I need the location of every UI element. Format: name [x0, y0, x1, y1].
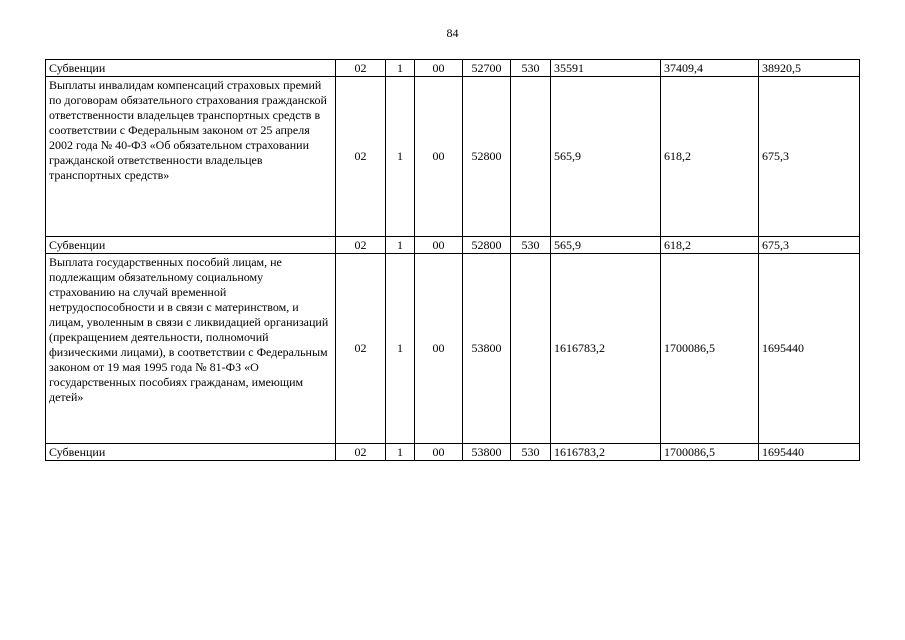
amount-cell: 1616783,2: [551, 444, 661, 461]
row-name: Выплаты инвалидам компенсаций страховых премий по договорам обязательного страхования гражданской ответственности владельцев транспортных средств в соответствии с Федеральным законом от 25 апреля 2002 года № 40-ФЗ «Об обязательном страховании гражданской ответственности владельцев транспортных средств»: [46, 77, 336, 237]
row-name: Субвенции: [46, 60, 336, 77]
code-cell: 02: [336, 254, 386, 444]
amount-cell: 618,2: [661, 237, 759, 254]
table-row: [46, 254, 860, 444]
amount-cell: 1700086,5: [661, 444, 759, 461]
code-cell: 1: [386, 444, 415, 461]
code-cell: 00: [415, 254, 463, 444]
code-cell: 530: [511, 60, 551, 77]
code-cell: 1: [386, 237, 415, 254]
code-cell: 530: [511, 444, 551, 461]
code-cell: 53800: [463, 444, 511, 461]
budget-table: [45, 59, 860, 461]
code-cell: 1: [386, 77, 415, 237]
code-cell: 02: [336, 77, 386, 237]
code-cell: 02: [336, 444, 386, 461]
page-number: 84: [446, 26, 459, 40]
row-name: Субвенции: [46, 237, 336, 254]
amount-cell: 37409,4: [661, 60, 759, 77]
amount-cell: 35591: [551, 60, 661, 77]
row-name: Субвенции: [46, 444, 336, 461]
code-cell: 00: [415, 77, 463, 237]
code-cell: 00: [415, 60, 463, 77]
code-cell: 1: [386, 60, 415, 77]
code-cell: 00: [415, 444, 463, 461]
amount-cell: 675,3: [759, 77, 860, 237]
amount-cell: 675,3: [759, 237, 860, 254]
code-cell: 52700: [463, 60, 511, 77]
row-name: Выплата государственных пособий лицам, не подлежащим обязательному социальному страхованию на случай временной нетрудоспособности и в связи с материнством, и лицам, уволенным в связи с ликвидацией организаций (прекращением деятельности, полномочий физическими лицами), в соответствии с Федеральным законом от 19 мая 1995 года № 81-ФЗ «О государственных пособиях гражданам, имеющим детей»: [46, 254, 336, 444]
amount-cell: 1695440: [759, 444, 860, 461]
code-cell: [511, 77, 551, 237]
code-cell: [511, 254, 551, 444]
code-cell: 02: [336, 237, 386, 254]
code-cell: 52800: [463, 77, 511, 237]
code-cell: 1: [386, 254, 415, 444]
code-cell: 00: [415, 237, 463, 254]
amount-cell: 565,9: [551, 237, 661, 254]
table-row: [46, 77, 860, 237]
amount-cell: 1695440: [759, 254, 860, 444]
amount-cell: 38920,5: [759, 60, 860, 77]
table-row: [46, 237, 860, 254]
code-cell: 02: [336, 60, 386, 77]
table-row: [46, 60, 860, 77]
amount-cell: 565,9: [551, 77, 661, 237]
amount-cell: 1700086,5: [661, 254, 759, 444]
code-cell: 530: [511, 237, 551, 254]
amount-cell: 618,2: [661, 77, 759, 237]
table-row: [46, 444, 860, 461]
code-cell: 53800: [463, 254, 511, 444]
code-cell: 52800: [463, 237, 511, 254]
amount-cell: 1616783,2: [551, 254, 661, 444]
